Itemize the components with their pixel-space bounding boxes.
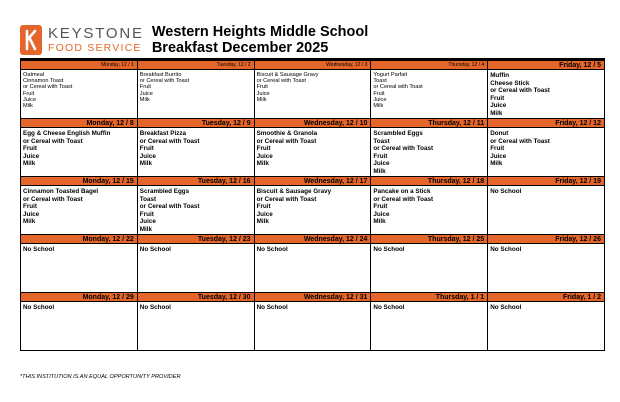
menu-item: Milk [373, 103, 384, 110]
menu-item: Fruit [373, 90, 385, 97]
footer-note: *THIS INSTITUTION IS AN EQUAL OPPORTUNITY PROVIDER [20, 374, 181, 380]
day-date-header: Tuesday, 12 / 23 [138, 235, 254, 244]
menu-item: Fruit [23, 203, 37, 210]
day-cell [138, 235, 255, 293]
day-cell [138, 61, 255, 119]
menu-item: Fruit [23, 145, 37, 152]
day-menu [488, 302, 604, 312]
day-cell [255, 177, 372, 235]
menu-item: Juice [23, 152, 40, 160]
logo-text [48, 26, 144, 54]
day-menu [255, 70, 371, 103]
menu-item: or Cereal with Toast [256, 78, 306, 85]
day-date-header: Friday, 12 / 19 [488, 177, 604, 186]
menu-item: No School [23, 304, 55, 311]
day-date-header: Thursday, 12 / 25 [371, 235, 487, 244]
day-menu [138, 302, 254, 312]
menu-item: Milk [23, 103, 33, 110]
menu-item: Cinnamon Toast [23, 78, 64, 85]
menu-item: Breakfast Pizza [139, 130, 186, 137]
day-cell [138, 293, 255, 351]
menu-item: Fruit [23, 90, 35, 97]
menu-item: Fruit [373, 203, 388, 210]
menu-item: Juice [490, 152, 507, 160]
day-date-header: Monday, 12 / 29 [21, 293, 137, 302]
menu-item: Juice [139, 218, 156, 225]
menu-item: Juice [23, 96, 37, 103]
menu-item: or Cereal with Toast [490, 87, 550, 94]
day-cell [488, 61, 605, 119]
day-date-header: Tuesday, 12 / 30 [138, 293, 254, 302]
day-menu [255, 128, 371, 168]
day-menu [21, 70, 137, 109]
logo-line-keystone: KEYSTONE [48, 24, 144, 42]
day-menu [488, 128, 604, 168]
day-menu [255, 244, 371, 254]
menu-item: or Cereal with Toast [23, 84, 73, 91]
menu-item: or Cereal with Toast [139, 78, 190, 85]
menu-item: Fruit [490, 94, 505, 102]
header [20, 22, 605, 57]
day-cell [138, 177, 255, 235]
menu-item: Yogurt Parfait [373, 72, 408, 78]
menu-item: Juice [256, 152, 273, 160]
menu-item: No School [490, 188, 522, 195]
menu-item: Juice [373, 160, 390, 167]
logo-line-food-service: FOOD SERVICE [48, 41, 142, 54]
menu-item: Milk [490, 160, 503, 167]
week-row [21, 119, 605, 177]
menu-item: No School [490, 304, 522, 311]
school-title: Western Heights Middle School [151, 23, 369, 40]
menu-item: Juice [256, 90, 270, 97]
day-date-header: Wednesday, 12 / 17 [255, 177, 371, 186]
day-date-header: Friday, 12 / 26 [488, 235, 604, 244]
menu-item: Egg & Cheese English Muffin [23, 130, 111, 137]
menu-item: Juice [139, 90, 153, 97]
menu-item: or Cereal with Toast [490, 137, 550, 145]
menu-item: Scrambled Eggs [139, 188, 190, 195]
menu-item: Toast [139, 195, 157, 203]
menu-item: Milk [23, 218, 36, 225]
day-menu [21, 128, 137, 168]
week-row [21, 61, 605, 119]
day-date-header: Monday, 12 / 15 [21, 177, 137, 186]
day-date-header: Thursday, 12 / 18 [371, 177, 487, 186]
day-cell [21, 61, 138, 119]
day-date-header: Wednesday, 12 / 10 [255, 119, 371, 128]
day-cell [488, 119, 605, 177]
week-row [21, 235, 605, 293]
day-menu [371, 302, 487, 312]
menu-item: No School [139, 246, 171, 253]
menu-item: Fruit [490, 145, 505, 152]
menu-item: Breakfast Burrito [139, 72, 182, 78]
day-date-header: Wednesday, 12 / 24 [255, 235, 371, 244]
day-date-header: Thursday, 1 / 1 [371, 293, 487, 302]
day-menu [371, 244, 487, 254]
day-cell [488, 235, 605, 293]
menu-item: Juice [139, 152, 156, 160]
day-date-header: Friday, 1 / 2 [488, 293, 604, 302]
day-cell [371, 235, 488, 293]
menu-title: Breakfast December 2025 [151, 39, 329, 56]
menu-item: Toast [373, 78, 387, 85]
day-date-header: Thursday, 12 / 4 [371, 61, 487, 70]
menu-item: or Cereal with Toast [23, 137, 83, 145]
day-menu [138, 70, 254, 103]
day-cell [255, 61, 372, 119]
menu-item: Milk [139, 96, 150, 103]
menu-item: No School [256, 246, 288, 253]
menu-item: Milk [139, 160, 153, 167]
menu-item: Smoothie & Granola [256, 130, 318, 137]
day-menu [488, 70, 604, 117]
menu-item: Fruit [139, 84, 151, 91]
day-menu [138, 244, 254, 254]
menu-item: Fruit [373, 152, 388, 160]
day-cell [255, 293, 372, 351]
menu-item: Oatmeal [23, 72, 45, 78]
menu-item: or Cereal with Toast [139, 137, 200, 145]
menu-item: Milk [490, 109, 503, 117]
menu-item: or Cereal with Toast [373, 145, 434, 152]
menu-item: Fruit [256, 203, 271, 210]
day-date-header: Wednesday, 12 / 31 [255, 293, 371, 302]
menu-item: Juice [373, 96, 387, 103]
day-cell [255, 235, 372, 293]
menu-item: or Cereal with Toast [256, 137, 317, 145]
menu-item: Scrambled Eggs [373, 130, 423, 137]
day-menu [255, 186, 371, 226]
menu-item: or Cereal with Toast [23, 195, 83, 203]
menu-item: Juice [23, 210, 40, 218]
day-menu [21, 186, 137, 226]
day-date-header: Wednesday, 12 / 3 [255, 61, 371, 70]
day-cell [21, 177, 138, 235]
menu-item: Milk [373, 167, 386, 175]
day-date-header: Friday, 12 / 12 [488, 119, 604, 128]
menu-item: or Cereal with Toast [373, 195, 434, 203]
menu-item: No School [490, 246, 522, 253]
menu-item: Milk [256, 218, 269, 225]
menu-item: Milk [23, 160, 36, 167]
menu-item: Fruit [256, 145, 271, 152]
menu-item: Pancake on a Stick [373, 188, 431, 195]
day-date-header: Thursday, 12 / 11 [371, 119, 487, 128]
menu-item: No School [139, 304, 171, 311]
day-cell [371, 61, 488, 119]
menu-item: Milk [256, 160, 269, 167]
menu-item: Toast [373, 137, 390, 145]
day-menu [138, 128, 254, 168]
menu-item: Milk [373, 218, 386, 225]
day-cell [371, 293, 488, 351]
day-date-header: Monday, 12 / 8 [21, 119, 137, 128]
menu-item: Juice [256, 210, 273, 218]
menu-item: Biscuit & Sausage Gravy [256, 188, 332, 195]
menu-item: Donut [490, 130, 509, 137]
menu-item: No School [256, 304, 288, 311]
menu-item: Cheese Stick [490, 79, 530, 87]
day-date-header: Friday, 12 / 5 [488, 61, 604, 70]
day-cell [21, 235, 138, 293]
menu-item: Milk [139, 225, 153, 233]
day-menu [255, 302, 371, 312]
day-date-header: Tuesday, 12 / 9 [138, 119, 254, 128]
day-cell [138, 119, 255, 177]
menu-item: Fruit [256, 84, 268, 91]
menu-item: Fruit [139, 210, 154, 218]
menu-item: Biscuit & Sausage Gravy [256, 72, 319, 78]
day-date-header: Tuesday, 12 / 2 [138, 61, 254, 70]
day-menu [138, 186, 254, 233]
day-date-header: Monday, 12 / 1 [21, 61, 137, 70]
week-row [21, 293, 605, 351]
menu-calendar [20, 61, 605, 351]
menu-item: Muffin [490, 72, 510, 79]
week-row [21, 177, 605, 235]
day-menu [488, 186, 604, 196]
day-menu [371, 186, 487, 226]
menu-item: or Cereal with Toast [373, 84, 423, 91]
day-menu [371, 70, 487, 109]
menu-item: or Cereal with Toast [139, 203, 200, 210]
menu-item: or Cereal with Toast [256, 195, 317, 203]
day-cell [21, 119, 138, 177]
day-cell [488, 293, 605, 351]
day-cell [21, 293, 138, 351]
day-menu [371, 128, 487, 175]
day-cell [371, 177, 488, 235]
day-date-header: Monday, 12 / 22 [21, 235, 137, 244]
menu-item: Fruit [139, 145, 154, 152]
day-date-header: Tuesday, 12 / 16 [138, 177, 254, 186]
day-cell [488, 177, 605, 235]
menu-item: No School [373, 304, 405, 311]
day-cell [371, 119, 488, 177]
titles [152, 24, 368, 56]
day-cell [255, 119, 372, 177]
menu-item: No School [23, 246, 55, 253]
menu-item: Juice [373, 210, 390, 218]
menu-item: No School [373, 246, 405, 253]
menu-item: Juice [490, 102, 507, 109]
keystone-logo-icon [20, 25, 42, 55]
day-menu [21, 244, 137, 254]
day-menu [488, 244, 604, 254]
menu-item: Cinnamon Toasted Bagel [23, 188, 99, 195]
day-menu [21, 302, 137, 312]
menu-item: Milk [256, 96, 267, 103]
